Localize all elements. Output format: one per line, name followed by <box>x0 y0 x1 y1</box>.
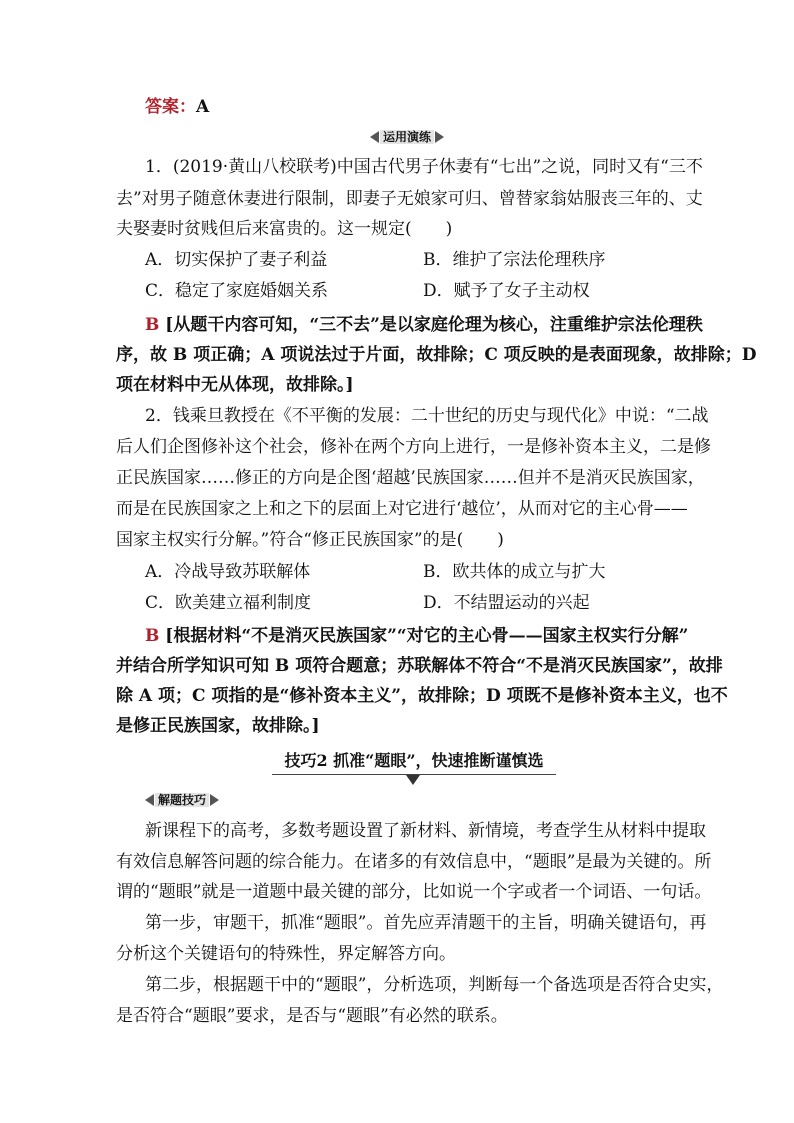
q1-option-d: D．赋予了女子主动权 <box>423 281 590 301</box>
q2-answer: B <box>145 626 160 646</box>
body-p1-line-2: 有效信息解答问题的综合能力。在诸多的有效信息中，“题眼”是最为关键的。所 <box>116 852 712 872</box>
q1-stem-line-3: 夫娶妻时贫贱但后来富贵的。这一规定( ) <box>116 219 453 239</box>
q1-stem-line-2: 去”对男子随意休妻进行限制，即妻子无娘家可归、曾替家翁姑服丧三年的、丈 <box>116 189 703 209</box>
q2-explanation-line-3: 除 A 项；C 项指的是“修补资本主义”，故排除；D 项既不是修补资本主义，也不 <box>116 686 728 706</box>
body-p2-line-1: 第一步，审题干，抓准“题眼”。首先应弄清题干的主旨，明确关键语句，再 <box>145 913 707 933</box>
q1-answer: B <box>145 315 160 335</box>
q2-stem-line-1: 2．钱乘旦教授在《不平衡的发展：二十世纪的历史与现代化》中说：“二战 <box>145 406 709 426</box>
q2-options-row-2 <box>145 590 682 616</box>
body-p1-line-1: 新课程下的高考，多数考题设置了新材料、新情境，考查学生从材料中提取 <box>145 821 706 841</box>
triangle-right-icon <box>435 131 444 143</box>
skill-heading: 技巧2 抓准“题眼”，快速推断谨慎选 <box>272 750 556 775</box>
q2-option-c: C．欧美建立福利制度 <box>145 593 312 613</box>
q1-options-row-2 <box>145 278 682 304</box>
triangle-left-icon <box>145 794 154 806</box>
solve-tag <box>145 793 219 807</box>
triangle-left-icon <box>370 131 379 143</box>
q1-stem-line-1: 1．(2019·黄山八校联考)中国古代男子休妻有“七出”之说，同时又有“三不 <box>145 157 703 177</box>
answer-value: A <box>196 97 210 117</box>
q2-stem-line-2: 后人们企图修补这个社会，修补在两个方向上进行，一是修补资本主义，二是修 <box>116 437 711 457</box>
triangle-down-icon <box>406 775 420 785</box>
triangle-right-icon <box>210 794 219 806</box>
q2-options-row-1 <box>145 559 682 585</box>
practice-tag-label: 运用演练 <box>380 130 434 144</box>
q2-stem-line-3: 正民族国家……修正的方向是企图‘超越’民族国家……但并不是消灭民族国家， <box>116 468 705 488</box>
q1-option-a: A．切实保护了妻子利益 <box>145 250 328 270</box>
q1-options-row-1 <box>145 247 682 273</box>
q1-explanation-line-1: B [从题干内容可知，“三不去”是以家庭伦理为核心，注重维护宗法伦理秩 <box>145 315 703 335</box>
q2-explanation-line-1: B [根据材料“不是消灭民族国家”“对它的主心骨——国家主权实行分解” <box>145 626 689 646</box>
body-p2-line-2: 分析这个关键语句的特殊性，界定解答方向。 <box>116 944 456 964</box>
body-p1-line-3: 谓的“题眼”就是一道题中最关键的部分，比如说一个字或者一个词语、一句话。 <box>116 882 712 902</box>
q1-option-c: C．稳定了家庭婚姻关系 <box>145 281 329 301</box>
q1-explanation-line-3: 项在材料中无从体现，故排除。] <box>116 375 354 395</box>
q2-explanation-line-4: 是修正民族国家，故排除。] <box>116 716 320 736</box>
body-p3-line-2: 是否符合“题眼”要求，是否与“题眼”有必然的联系。 <box>116 1006 508 1026</box>
body-p3-line-1: 第二步，根据题干中的“题眼”，分析选项，判断每一个备选项是否符合史实， <box>145 975 724 995</box>
q2-stem-line-4: 而是在民族国家之上和之下的层面上对它进行‘越位’，从而对它的主心骨—— <box>116 499 688 519</box>
q1-explanation-line-2: 序，故 B 项正确；A 项说法过于片面，故排除；C 项反映的是表面现象，故排除；D <box>116 345 757 365</box>
q2-option-a: A．冷战导致苏联解体 <box>145 562 311 582</box>
prev-answer <box>145 94 682 120</box>
q2-stem-line-5: 国家主权实行分解。”符合“修正民族国家”的是( ) <box>116 530 504 550</box>
q2-option-b: B．欧共体的成立与扩大 <box>423 562 606 582</box>
solve-tag-label: 解题技巧 <box>155 793 209 807</box>
q2-explanation-line-2: 并结合所学知识可知 B 项符合题意；苏联解体不符合“不是消灭民族国家”，故排 <box>116 656 723 676</box>
q2-option-d: D．不结盟运动的兴起 <box>423 593 590 613</box>
practice-tag <box>370 130 444 144</box>
q1-option-b: B．维护了宗法伦理秩序 <box>423 250 606 270</box>
answer-label: 答案： <box>145 97 196 117</box>
